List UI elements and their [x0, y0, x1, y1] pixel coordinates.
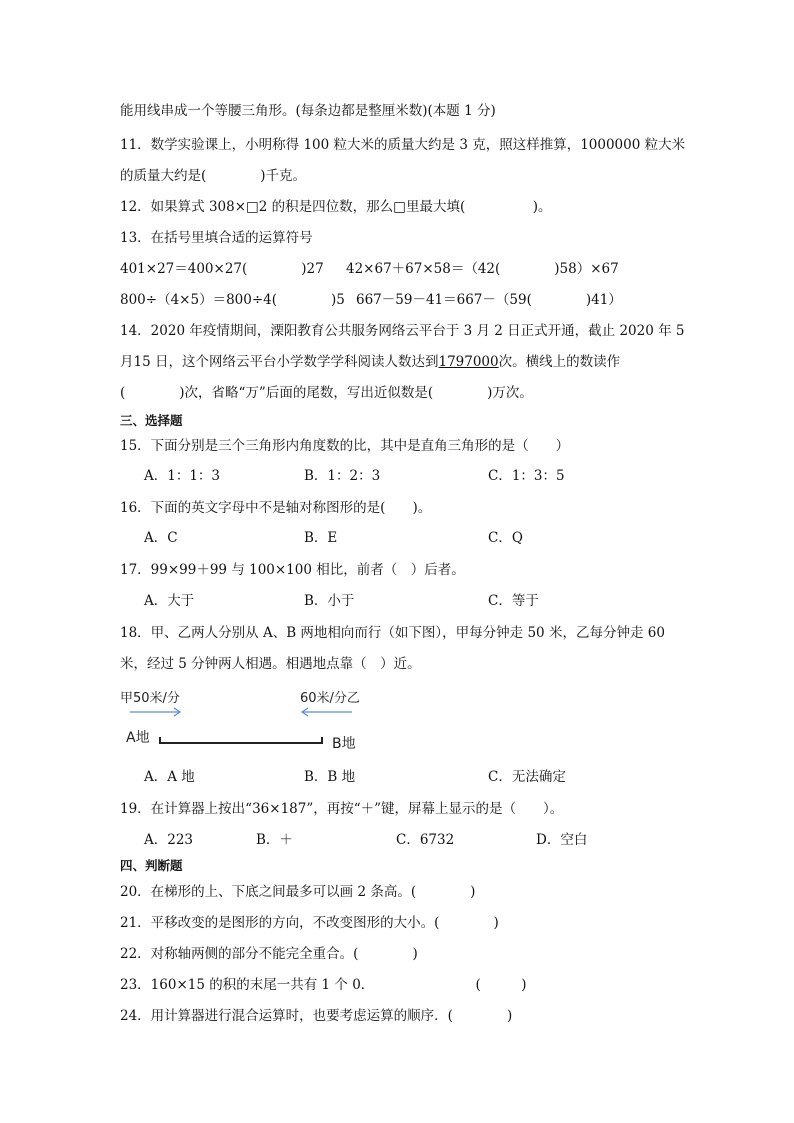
- question-21: 21．平移改变的是图形的方向，不改变图形的大小。( ): [120, 915, 499, 931]
- question-18-option-a: A．A 地: [144, 769, 195, 785]
- question-17-option-a: A．大于: [144, 593, 195, 609]
- section-judge-heading: 四、判断题: [120, 858, 183, 873]
- question-19-option-a: A．223: [144, 832, 194, 848]
- question-16: 16．下面的英文字母中不是轴对称图形的是( )。: [120, 500, 432, 516]
- question-18-option-c: C．无法确定: [488, 769, 566, 785]
- question-11: 11．数学实验课上，小明称得 100 粒大米的质量大约是 3 克，照这样推算，1000000 粒大米: [120, 137, 686, 153]
- question-16-option-c: C．Q: [488, 530, 523, 546]
- question-24: 24．用计算器进行混合运算时，也要考虑运算的顺序．( ): [120, 1008, 513, 1024]
- question-22: 22．对称轴两侧的部分不能完全重合。( ): [120, 946, 418, 962]
- question-13-item4: 667－59－41＝667－（59( )41）: [356, 292, 622, 308]
- yi-speed-label: 60米/分乙: [300, 691, 360, 706]
- question-13-item2: 42×67＋67×58＝（42( )58）×67: [346, 261, 619, 277]
- question-15-option-a: A．1：1：3: [144, 468, 221, 484]
- question-19: 19．在计算器上按出“36×187”，再按“＋”键，屏幕上显示的是（ ）。: [120, 801, 564, 817]
- question-19-option-c: C．6732: [396, 832, 455, 848]
- question-19-option-d: D．空白: [536, 832, 588, 848]
- question-14-answer: ( )次，省略“万”后面的尾数，写出近似数是( )万次。: [120, 385, 533, 401]
- question-13: 13．在括号里填合适的运算符号: [120, 230, 313, 246]
- question-13-item3: 800÷（4×5）＝800÷4( )5: [120, 292, 345, 308]
- question-19-option-b: B．＋: [256, 832, 293, 848]
- point-a-label: A地: [126, 730, 150, 746]
- left-arrow-icon: [302, 708, 352, 716]
- question-12: 12．如果算式 308×□2 的积是四位数，那么□里最大填( )。: [120, 199, 552, 215]
- walking-diagram: [120, 686, 370, 756]
- question-18-cont: 米，经过 5 分钟两人相遇。相遇地点靠（ ）近。: [120, 656, 421, 672]
- question-15-option-b: B．1：2：3: [304, 468, 381, 484]
- question-14-cont: [120, 352, 620, 372]
- question-14: 14．2020 年疫情期间，溧阳教育公共服务网络云平台于 3 月 2 日正式开通，截止 2020 年 5: [120, 323, 685, 339]
- question-15: 15．下面分别是三个三角形内角度数的比，其中是直角三角形的是（ ）: [120, 438, 570, 454]
- question-17: 17．99×99＋99 与 100×100 相比，前者（ ）后者。: [120, 562, 465, 578]
- question-18: 18．甲、乙两人分别从 A、B 两地相向而行（如下图），甲每分钟走 50 米，乙每分钟走 60: [120, 625, 665, 641]
- question-15-option-c: C．1：3：5: [488, 468, 565, 484]
- question-13-item1: 401×27＝400×27( )27: [120, 261, 324, 277]
- point-b-label: B地: [332, 736, 356, 752]
- question-14-text-a: 月15 日，这个网络云平台小学数学学科阅读人数达到: [120, 354, 439, 370]
- question-11-cont: 的质量大约是( )千克。: [120, 168, 307, 184]
- section-choice-heading: 三、选择题: [120, 413, 183, 428]
- right-arrow-icon: [130, 708, 180, 716]
- question-16-option-b: B．E: [304, 530, 338, 546]
- question-17-option-b: B．小于: [304, 593, 355, 609]
- text-line: 能用线串成一个等腰三角形。(每条边都是整厘米数)(本题 1 分): [120, 103, 496, 119]
- question-18-option-b: B．B 地: [304, 769, 356, 785]
- question-16-option-a: A．C: [144, 530, 178, 546]
- question-17-option-c: C．等于: [488, 593, 539, 609]
- jia-speed-label: 甲50米/分: [120, 691, 180, 706]
- distance-segment: [160, 737, 322, 744]
- underlined-number: 1797000: [438, 354, 499, 370]
- question-23: 23．160×15 的积的末尾一共有 1 个 0． ( ): [120, 977, 527, 993]
- question-20: 20．在梯形的上、下底之间最多可以画 2 条高。( ): [120, 884, 476, 900]
- question-14-text-b: 次。横线上的数读作: [498, 354, 621, 370]
